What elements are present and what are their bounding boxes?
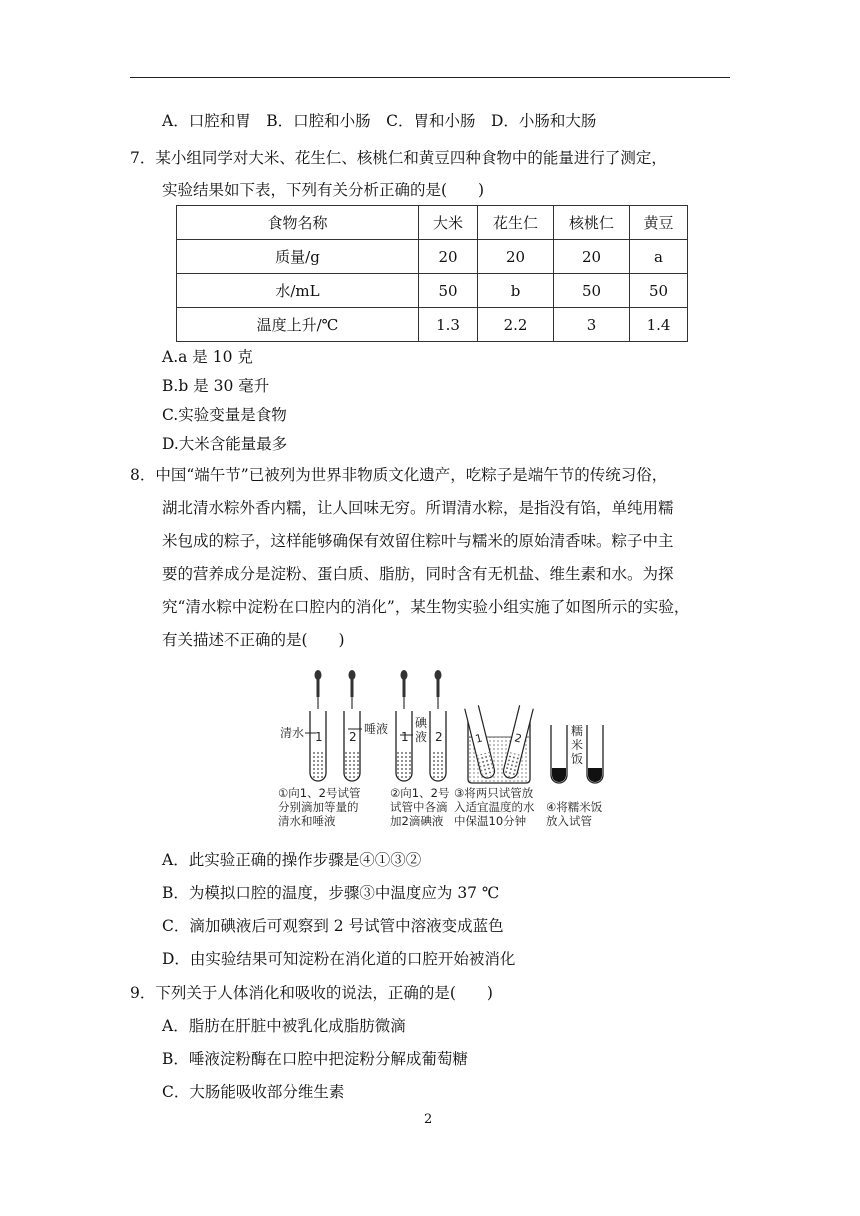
dropper-icon	[315, 670, 322, 709]
table-cell: 50	[630, 274, 688, 308]
tube-number: 2	[349, 730, 357, 744]
experiment-figure	[276, 663, 616, 833]
q8-option-d: D．由实验结果可知淀粉在消化道的口腔开始被消化	[162, 950, 516, 968]
table-row	[177, 240, 688, 274]
table-row	[177, 274, 688, 308]
q7-stem-line2: 实验结果如下表，下列有关分析正确的是( )	[162, 181, 485, 199]
test-tube-1	[396, 711, 412, 781]
page-number: 2	[424, 1112, 433, 1127]
step1-caption: ①向1、2号试管	[278, 786, 361, 800]
table-cell: 大米	[419, 206, 478, 240]
dropper-icon	[349, 670, 356, 709]
table-header-row	[177, 206, 688, 240]
q7-option-b: B.b 是 30 毫升	[162, 377, 270, 395]
q8-stem-line5: 究“清水粽中淀粉在口腔内的消化”，某生物实验小组实施了如图所示的实验，	[162, 598, 690, 616]
test-tube-1	[310, 711, 326, 781]
step3-caption: ③将两只试管放	[454, 786, 534, 800]
q6-options: A．口腔和胃 B．口腔和小肠 C．胃和小肠 D．小肠和大肠	[162, 112, 597, 130]
test-tube	[551, 725, 567, 783]
label-iodine: 碘	[415, 716, 428, 730]
label-water: 清水	[280, 726, 305, 740]
table-cell: 黄豆	[630, 206, 688, 240]
label-saliva: 唾液	[364, 722, 389, 736]
q7-option-a: A.a 是 10 克	[162, 348, 253, 366]
tube-number: 2	[435, 730, 443, 744]
dropper-icon	[435, 670, 442, 709]
step4-caption: 放入试管	[546, 814, 592, 828]
table-cell: a	[630, 240, 688, 274]
label-rice: 米	[571, 738, 584, 752]
q8-stem-line6: 有关描述不正确的是( )	[162, 631, 345, 649]
label-rice: 糯	[571, 724, 584, 738]
q8-option-b: B．为模拟口腔的温度，步骤③中温度应为 37 ℃	[162, 884, 500, 902]
q9-option-b: B．唾液淀粉酶在口腔中把淀粉分解成葡萄糖	[162, 1050, 468, 1068]
table-cell: 2.2	[478, 308, 554, 342]
tube-number: 2	[513, 731, 524, 746]
step1-caption: 清水和唾液	[278, 814, 336, 828]
q8-stem-line3: 米包成的粽子，这样能够确保有效留住粽叶与糯米的原始清香味。粽子中主	[162, 532, 674, 550]
table-cell: 花生仁	[478, 206, 554, 240]
step2-caption: ②向1、2号	[390, 786, 450, 800]
step2-caption: 加2滴碘液	[390, 814, 444, 828]
step4-caption: ④将糯米饭	[546, 800, 603, 814]
q8-stem-line1: 8．中国“端午节”已被列为世界非物质文化遗产，吃粽子是端午节的传统习俗，	[130, 466, 668, 484]
table-row	[177, 308, 688, 342]
table-cell: 食物名称	[177, 206, 419, 240]
test-tube-2	[430, 711, 446, 781]
q7-option-c: C.实验变量是食物	[162, 406, 287, 424]
step3-caption: 入适宜温度的水	[454, 800, 535, 814]
tube-number: 1	[401, 730, 409, 744]
test-tube-2	[344, 711, 360, 781]
label-iodine: 液	[415, 730, 428, 744]
water-bath-beaker	[465, 705, 533, 783]
table-cell: 50	[419, 274, 478, 308]
table-cell: 3	[554, 308, 630, 342]
step2-caption: 试管中各滴	[390, 800, 448, 814]
table-cell: 核桃仁	[554, 206, 630, 240]
table-cell: 50	[554, 274, 630, 308]
table-cell: b	[478, 274, 554, 308]
q7-stem-line1: 7．某小组同学对大米、花生仁、核桃仁和黄豆四种食物中的能量进行了测定，	[130, 149, 667, 167]
q8-option-a: A．此实验正确的操作步骤是④①③②	[162, 851, 422, 869]
step3-caption: 中保温10分钟	[454, 814, 527, 828]
energy-table	[176, 205, 688, 342]
q8-option-c: C．滴加碘液后可观察到 2 号试管中溶液变成蓝色	[162, 917, 504, 935]
table-cell: 1.4	[630, 308, 688, 342]
table-cell: 水/mL	[177, 274, 419, 308]
dropper-icon	[401, 670, 408, 709]
table-cell: 温度上升/℃	[177, 308, 419, 342]
tube-number: 1	[473, 731, 484, 746]
table-cell: 质量/g	[177, 240, 419, 274]
table-cell: 20	[478, 240, 554, 274]
table-cell: 20	[419, 240, 478, 274]
q7-option-d: D.大米含能量最多	[162, 435, 288, 453]
header-rule	[130, 77, 730, 78]
step1-caption: 分别滴加等量的	[278, 800, 359, 814]
q9-option-a: A．脂肪在肝脏中被乳化成脂肪微滴	[162, 1017, 406, 1035]
q9-option-c: C．大肠能吸收部分维生素	[162, 1083, 345, 1101]
tube-number: 1	[315, 730, 323, 744]
q8-stem-line2: 湖北清水粽外香内糯，让人回味无穷。所谓清水粽，是指没有馅，单纯用糯	[162, 499, 674, 517]
table-cell: 20	[554, 240, 630, 274]
table-cell: 1.3	[419, 308, 478, 342]
q9-stem: 9．下列关于人体消化和吸收的说法，正确的是( )	[130, 984, 493, 1002]
label-rice: 饭	[571, 752, 584, 766]
q8-stem-line4: 要的营养成分是淀粉、蛋白质、脂肪，同时含有无机盐、维生素和水。为探	[162, 565, 674, 583]
test-tube	[587, 725, 603, 783]
